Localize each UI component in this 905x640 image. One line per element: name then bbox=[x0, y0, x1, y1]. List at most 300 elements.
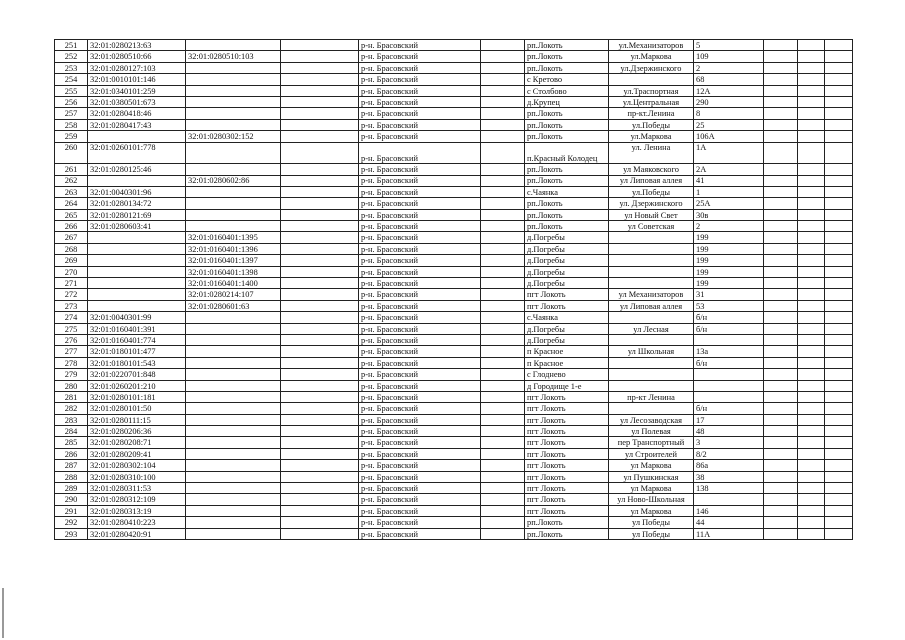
district-cell: р-н. Брасовский bbox=[359, 448, 481, 459]
cadastral-number-cell: 32:01:0280134:72 bbox=[88, 198, 186, 209]
empty-cell bbox=[825, 448, 853, 459]
col-empty-1-cell bbox=[281, 255, 359, 266]
cadastral-number-cell bbox=[88, 131, 186, 142]
street-cell: пер Транспортный bbox=[609, 437, 694, 448]
empty-cell bbox=[764, 96, 798, 107]
table-row bbox=[55, 323, 853, 334]
cadastral-number-cell: 32:01:0280417:43 bbox=[88, 119, 186, 130]
settlement-cell: с Кретово bbox=[525, 74, 609, 85]
empty-cell bbox=[798, 40, 825, 51]
settlement-cell: рп.Локоть bbox=[525, 164, 609, 175]
cadastral-number-cell: 32:01:0180101:543 bbox=[88, 357, 186, 368]
district-cell: р-н. Брасовский bbox=[359, 300, 481, 311]
table-row bbox=[55, 96, 853, 107]
empty-cell bbox=[798, 243, 825, 254]
empty-cell bbox=[764, 300, 798, 311]
empty-cell bbox=[798, 278, 825, 289]
table-row bbox=[55, 312, 853, 323]
col-empty-1-cell bbox=[281, 483, 359, 494]
row-number-cell: 268 bbox=[55, 243, 88, 254]
empty-cell bbox=[764, 483, 798, 494]
street-cell: ул Маяковского bbox=[609, 164, 694, 175]
table-row bbox=[55, 164, 853, 175]
empty-cell bbox=[798, 517, 825, 528]
table-row bbox=[55, 460, 853, 471]
row-number-cell: 282 bbox=[55, 403, 88, 414]
empty-cell bbox=[798, 221, 825, 232]
cadastral-number-cell: 32:01:0280420:91 bbox=[88, 528, 186, 539]
empty-cell bbox=[798, 391, 825, 402]
district-cell: р-н. Брасовский bbox=[359, 357, 481, 368]
row-number-cell: 258 bbox=[55, 119, 88, 130]
cadastral-number-cell: 32:01:0010101:146 bbox=[88, 74, 186, 85]
table-row bbox=[55, 198, 853, 209]
related-cadastral-number-cell: 32:01:0160401:1397 bbox=[186, 255, 281, 266]
col-empty-1-cell bbox=[281, 437, 359, 448]
col-empty-2-cell bbox=[481, 142, 525, 164]
related-cadastral-number-cell bbox=[186, 528, 281, 539]
related-cadastral-number-cell bbox=[186, 346, 281, 357]
district-cell: р-н. Брасовский bbox=[359, 346, 481, 357]
row-number-cell: 275 bbox=[55, 323, 88, 334]
row-number-cell: 253 bbox=[55, 62, 88, 73]
street-cell: ул Лесозаводская bbox=[609, 414, 694, 425]
house-number-cell: 138 bbox=[694, 483, 764, 494]
cadastral-number-cell: 32:01:0280418:46 bbox=[88, 108, 186, 119]
col-empty-1-cell bbox=[281, 346, 359, 357]
empty-cell bbox=[798, 131, 825, 142]
row-number-cell: 273 bbox=[55, 300, 88, 311]
empty-cell bbox=[825, 334, 853, 345]
settlement-cell: п Красное bbox=[525, 346, 609, 357]
empty-cell bbox=[825, 266, 853, 277]
related-cadastral-number-cell: 32:01:0160401:1396 bbox=[186, 243, 281, 254]
settlement-cell: пгт Локоть bbox=[525, 483, 609, 494]
col-empty-2-cell bbox=[481, 391, 525, 402]
settlement-cell: пгт Локоть bbox=[525, 448, 609, 459]
empty-cell bbox=[798, 483, 825, 494]
col-empty-2-cell bbox=[481, 414, 525, 425]
house-number-cell: 25 bbox=[694, 119, 764, 130]
col-empty-1-cell bbox=[281, 62, 359, 73]
row-number-cell: 264 bbox=[55, 198, 88, 209]
related-cadastral-number-cell: 32:01:0280510:103 bbox=[186, 51, 281, 62]
col-empty-2-cell bbox=[481, 323, 525, 334]
settlement-cell: пгт Локоть bbox=[525, 289, 609, 300]
empty-cell bbox=[764, 494, 798, 505]
settlement-cell: рп.Локоть bbox=[525, 175, 609, 186]
empty-cell bbox=[764, 142, 798, 164]
row-number-cell: 278 bbox=[55, 357, 88, 368]
table-row bbox=[55, 119, 853, 130]
house-number-cell bbox=[694, 369, 764, 380]
col-empty-1-cell bbox=[281, 221, 359, 232]
related-cadastral-number-cell: 32:01:0160401:1398 bbox=[186, 266, 281, 277]
settlement-cell: д.Погребы bbox=[525, 323, 609, 334]
empty-cell bbox=[764, 312, 798, 323]
house-number-cell: б/н bbox=[694, 357, 764, 368]
empty-cell bbox=[764, 528, 798, 539]
col-empty-1-cell bbox=[281, 175, 359, 186]
table-row bbox=[55, 483, 853, 494]
col-empty-1-cell bbox=[281, 266, 359, 277]
empty-cell bbox=[825, 391, 853, 402]
table-row bbox=[55, 471, 853, 482]
district-cell: р-н. Брасовский bbox=[359, 528, 481, 539]
street-cell: ул.Маркова bbox=[609, 131, 694, 142]
cadastral-number-cell: 32:01:0280121:69 bbox=[88, 209, 186, 220]
house-number-cell: 199 bbox=[694, 266, 764, 277]
row-number-cell: 271 bbox=[55, 278, 88, 289]
house-number-cell: 199 bbox=[694, 278, 764, 289]
row-number-cell: 284 bbox=[55, 426, 88, 437]
street-cell bbox=[609, 312, 694, 323]
empty-cell bbox=[798, 255, 825, 266]
district-cell: р-н. Брасовский bbox=[359, 62, 481, 73]
col-empty-2-cell bbox=[481, 243, 525, 254]
district-cell: р-н. Брасовский bbox=[359, 198, 481, 209]
settlement-cell: рп.Локоть bbox=[525, 62, 609, 73]
empty-cell bbox=[764, 278, 798, 289]
empty-cell bbox=[764, 346, 798, 357]
street-cell: ул Полевая bbox=[609, 426, 694, 437]
cadastral-number-cell: 32:01:0280208:71 bbox=[88, 437, 186, 448]
table-row bbox=[55, 40, 853, 51]
col-empty-2-cell bbox=[481, 403, 525, 414]
settlement-cell: рп.Локоть bbox=[525, 528, 609, 539]
empty-cell bbox=[764, 186, 798, 197]
related-cadastral-number-cell bbox=[186, 323, 281, 334]
empty-cell bbox=[825, 289, 853, 300]
empty-cell bbox=[825, 346, 853, 357]
register-sheet bbox=[54, 39, 853, 540]
table-row bbox=[55, 51, 853, 62]
cadastral-number-cell: 32:01:0280101:50 bbox=[88, 403, 186, 414]
col-empty-1-cell bbox=[281, 209, 359, 220]
street-cell bbox=[609, 243, 694, 254]
district-cell: р-н. Брасовский bbox=[359, 119, 481, 130]
empty-cell bbox=[825, 108, 853, 119]
empty-cell bbox=[764, 414, 798, 425]
related-cadastral-number-cell bbox=[186, 380, 281, 391]
house-number-cell: 2 bbox=[694, 62, 764, 73]
street-cell: ул.Дзержинского bbox=[609, 62, 694, 73]
col-empty-1-cell bbox=[281, 85, 359, 96]
cadastral-number-cell: 32:01:0280125:46 bbox=[88, 164, 186, 175]
related-cadastral-number-cell bbox=[186, 62, 281, 73]
table-row bbox=[55, 517, 853, 528]
settlement-cell: д.Крупец bbox=[525, 96, 609, 107]
district-cell: р-н. Брасовский bbox=[359, 494, 481, 505]
col-empty-2-cell bbox=[481, 62, 525, 73]
street-cell: ул Новый Свет bbox=[609, 209, 694, 220]
empty-cell bbox=[764, 289, 798, 300]
related-cadastral-number-cell bbox=[186, 186, 281, 197]
empty-cell bbox=[825, 505, 853, 516]
house-number-cell: 290 bbox=[694, 96, 764, 107]
empty-cell bbox=[798, 62, 825, 73]
row-number-cell: 267 bbox=[55, 232, 88, 243]
table-row bbox=[55, 300, 853, 311]
district-cell: р-н. Брасовский bbox=[359, 209, 481, 220]
empty-cell bbox=[764, 334, 798, 345]
house-number-cell: б/н bbox=[694, 403, 764, 414]
street-cell: ул Механизаторов bbox=[609, 289, 694, 300]
cadastral-number-cell: 32:01:0340101:259 bbox=[88, 85, 186, 96]
col-empty-2-cell bbox=[481, 232, 525, 243]
empty-cell bbox=[825, 119, 853, 130]
cadastral-number-cell: 32:01:0280127:103 bbox=[88, 62, 186, 73]
settlement-cell: пгт Локоть bbox=[525, 437, 609, 448]
empty-cell bbox=[825, 517, 853, 528]
col-empty-2-cell bbox=[481, 494, 525, 505]
col-empty-1-cell bbox=[281, 414, 359, 425]
house-number-cell: 3 bbox=[694, 437, 764, 448]
district-cell: р-н. Брасовский bbox=[359, 255, 481, 266]
col-empty-1-cell bbox=[281, 426, 359, 437]
cadastral-number-cell: 32:01:0280312:109 bbox=[88, 494, 186, 505]
col-empty-2-cell bbox=[481, 483, 525, 494]
empty-cell bbox=[825, 426, 853, 437]
district-cell: р-н. Брасовский bbox=[359, 131, 481, 142]
table-row bbox=[55, 85, 853, 96]
district-cell: р-н. Брасовский bbox=[359, 483, 481, 494]
empty-cell bbox=[825, 96, 853, 107]
empty-cell bbox=[798, 528, 825, 539]
empty-cell bbox=[825, 483, 853, 494]
col-empty-1-cell bbox=[281, 517, 359, 528]
cadastral-number-cell bbox=[88, 278, 186, 289]
empty-cell bbox=[798, 357, 825, 368]
table-row bbox=[55, 426, 853, 437]
empty-cell bbox=[825, 243, 853, 254]
settlement-cell: рп.Локоть bbox=[525, 51, 609, 62]
col-empty-1-cell bbox=[281, 289, 359, 300]
cadastral-number-cell: 32:01:0160401:391 bbox=[88, 323, 186, 334]
col-empty-2-cell bbox=[481, 51, 525, 62]
col-empty-2-cell bbox=[481, 517, 525, 528]
empty-cell bbox=[798, 471, 825, 482]
empty-cell bbox=[764, 505, 798, 516]
col-empty-2-cell bbox=[481, 209, 525, 220]
district-cell: р-н. Брасовский bbox=[359, 391, 481, 402]
table-row bbox=[55, 403, 853, 414]
empty-cell bbox=[825, 323, 853, 334]
col-empty-2-cell bbox=[481, 437, 525, 448]
street-cell: ул Победы bbox=[609, 517, 694, 528]
row-number-cell: 252 bbox=[55, 51, 88, 62]
settlement-cell: рп.Локоть bbox=[525, 108, 609, 119]
settlement-cell: пгт Локоть bbox=[525, 471, 609, 482]
col-empty-1-cell bbox=[281, 391, 359, 402]
table-row bbox=[55, 505, 853, 516]
district-cell: р-н. Брасовский bbox=[359, 505, 481, 516]
row-number-cell: 254 bbox=[55, 74, 88, 85]
empty-cell bbox=[764, 323, 798, 334]
empty-cell bbox=[798, 186, 825, 197]
cadastral-number-cell: 32:01:0160401:774 bbox=[88, 334, 186, 345]
col-empty-2-cell bbox=[481, 334, 525, 345]
settlement-cell: пгт Локоть bbox=[525, 460, 609, 471]
empty-cell bbox=[764, 108, 798, 119]
cadastral-number-cell: 32:01:0280510:66 bbox=[88, 51, 186, 62]
house-number-cell: 68 bbox=[694, 74, 764, 85]
scan-edge-mark bbox=[2, 588, 4, 638]
cadastral-number-cell: 32:01:0380501:673 bbox=[88, 96, 186, 107]
district-cell: р-н. Брасовский bbox=[359, 426, 481, 437]
cadastral-number-cell bbox=[88, 243, 186, 254]
empty-cell bbox=[798, 74, 825, 85]
street-cell bbox=[609, 357, 694, 368]
cadastral-number-cell: 32:01:0280313:19 bbox=[88, 505, 186, 516]
district-cell: р-н. Брасовский bbox=[359, 85, 481, 96]
related-cadastral-number-cell bbox=[186, 437, 281, 448]
empty-cell bbox=[825, 209, 853, 220]
empty-cell bbox=[825, 255, 853, 266]
related-cadastral-number-cell: 32:01:0160401:1395 bbox=[186, 232, 281, 243]
row-number-cell: 266 bbox=[55, 221, 88, 232]
district-cell: р-н. Брасовский bbox=[359, 266, 481, 277]
district-cell: р-н. Брасовский bbox=[359, 51, 481, 62]
empty-cell bbox=[764, 357, 798, 368]
related-cadastral-number-cell: 32:01:0280214:107 bbox=[186, 289, 281, 300]
row-number-cell: 286 bbox=[55, 448, 88, 459]
related-cadastral-number-cell bbox=[186, 85, 281, 96]
empty-cell bbox=[764, 62, 798, 73]
cadastral-number-cell: 32:01:0260101:778 bbox=[88, 142, 186, 164]
empty-cell bbox=[764, 266, 798, 277]
row-number-cell: 287 bbox=[55, 460, 88, 471]
settlement-cell: д.Погребы bbox=[525, 266, 609, 277]
related-cadastral-number-cell bbox=[186, 334, 281, 345]
street-cell: ул.Механизаторов bbox=[609, 40, 694, 51]
house-number-cell: 146 bbox=[694, 505, 764, 516]
related-cadastral-number-cell bbox=[186, 209, 281, 220]
empty-cell bbox=[798, 312, 825, 323]
col-empty-1-cell bbox=[281, 357, 359, 368]
col-empty-2-cell bbox=[481, 380, 525, 391]
table-row bbox=[55, 334, 853, 345]
empty-cell bbox=[798, 380, 825, 391]
col-empty-1-cell bbox=[281, 96, 359, 107]
empty-cell bbox=[764, 40, 798, 51]
house-number-cell: 2А bbox=[694, 164, 764, 175]
related-cadastral-number-cell bbox=[186, 312, 281, 323]
cadastral-number-cell bbox=[88, 232, 186, 243]
col-empty-2-cell bbox=[481, 175, 525, 186]
related-cadastral-number-cell bbox=[186, 414, 281, 425]
col-empty-2-cell bbox=[481, 505, 525, 516]
table-row bbox=[55, 346, 853, 357]
table-row bbox=[55, 243, 853, 254]
related-cadastral-number-cell: 32:01:0280302:152 bbox=[186, 131, 281, 142]
row-number-cell: 270 bbox=[55, 266, 88, 277]
empty-cell bbox=[825, 142, 853, 164]
cadastral-number-cell: 32:01:0280206:36 bbox=[88, 426, 186, 437]
row-number-cell: 260 bbox=[55, 142, 88, 164]
settlement-cell: д.Погребы bbox=[525, 232, 609, 243]
settlement-cell: рп.Локоть bbox=[525, 221, 609, 232]
col-empty-2-cell bbox=[481, 266, 525, 277]
house-number-cell: 5 bbox=[694, 40, 764, 51]
col-empty-2-cell bbox=[481, 528, 525, 539]
street-cell: ул.Победы bbox=[609, 119, 694, 130]
related-cadastral-number-cell bbox=[186, 142, 281, 164]
related-cadastral-number-cell bbox=[186, 198, 281, 209]
cadastral-number-cell: 32:01:0280111:15 bbox=[88, 414, 186, 425]
col-empty-2-cell bbox=[481, 96, 525, 107]
empty-cell bbox=[798, 108, 825, 119]
table-row bbox=[55, 232, 853, 243]
row-number-cell: 285 bbox=[55, 437, 88, 448]
house-number-cell bbox=[694, 391, 764, 402]
empty-cell bbox=[798, 426, 825, 437]
house-number-cell: 8 bbox=[694, 108, 764, 119]
col-empty-1-cell bbox=[281, 131, 359, 142]
empty-cell bbox=[764, 426, 798, 437]
table-row bbox=[55, 74, 853, 85]
empty-cell bbox=[825, 221, 853, 232]
empty-cell bbox=[825, 380, 853, 391]
empty-cell bbox=[825, 85, 853, 96]
empty-cell bbox=[798, 448, 825, 459]
row-number-cell: 290 bbox=[55, 494, 88, 505]
row-number-cell: 263 bbox=[55, 186, 88, 197]
related-cadastral-number-cell bbox=[186, 357, 281, 368]
empty-cell bbox=[825, 528, 853, 539]
street-cell: ул.Маркова bbox=[609, 51, 694, 62]
related-cadastral-number-cell bbox=[186, 494, 281, 505]
house-number-cell: б/н bbox=[694, 312, 764, 323]
col-empty-2-cell bbox=[481, 471, 525, 482]
street-cell: ул Строителей bbox=[609, 448, 694, 459]
street-cell bbox=[609, 403, 694, 414]
related-cadastral-number-cell bbox=[186, 221, 281, 232]
empty-cell bbox=[825, 494, 853, 505]
settlement-cell: д.Погребы bbox=[525, 243, 609, 254]
row-number-cell: 265 bbox=[55, 209, 88, 220]
table-row bbox=[55, 108, 853, 119]
related-cadastral-number-cell: 32:01:0280601:63 bbox=[186, 300, 281, 311]
table-row bbox=[55, 357, 853, 368]
empty-cell bbox=[798, 300, 825, 311]
cadastral-number-cell bbox=[88, 255, 186, 266]
district-cell: р-н. Брасовский bbox=[359, 243, 481, 254]
col-empty-2-cell bbox=[481, 186, 525, 197]
empty-cell bbox=[825, 403, 853, 414]
empty-cell bbox=[764, 164, 798, 175]
cadastral-number-cell: 32:01:0280310:100 bbox=[88, 471, 186, 482]
district-cell: р-н. Брасовский bbox=[359, 380, 481, 391]
empty-cell bbox=[798, 289, 825, 300]
row-number-cell: 283 bbox=[55, 414, 88, 425]
cadastral-number-cell: 32:01:0260201:210 bbox=[88, 380, 186, 391]
col-empty-1-cell bbox=[281, 369, 359, 380]
cadastral-number-cell: 32:01:0280603:41 bbox=[88, 221, 186, 232]
table-row bbox=[55, 380, 853, 391]
settlement-cell: пгт Локоть bbox=[525, 403, 609, 414]
house-number-cell: 8/2 bbox=[694, 448, 764, 459]
house-number-cell: 106А bbox=[694, 131, 764, 142]
empty-cell bbox=[825, 460, 853, 471]
empty-cell bbox=[798, 164, 825, 175]
col-empty-1-cell bbox=[281, 40, 359, 51]
related-cadastral-number-cell bbox=[186, 391, 281, 402]
empty-cell bbox=[798, 266, 825, 277]
col-empty-2-cell bbox=[481, 164, 525, 175]
row-number-cell: 261 bbox=[55, 164, 88, 175]
col-empty-1-cell bbox=[281, 51, 359, 62]
